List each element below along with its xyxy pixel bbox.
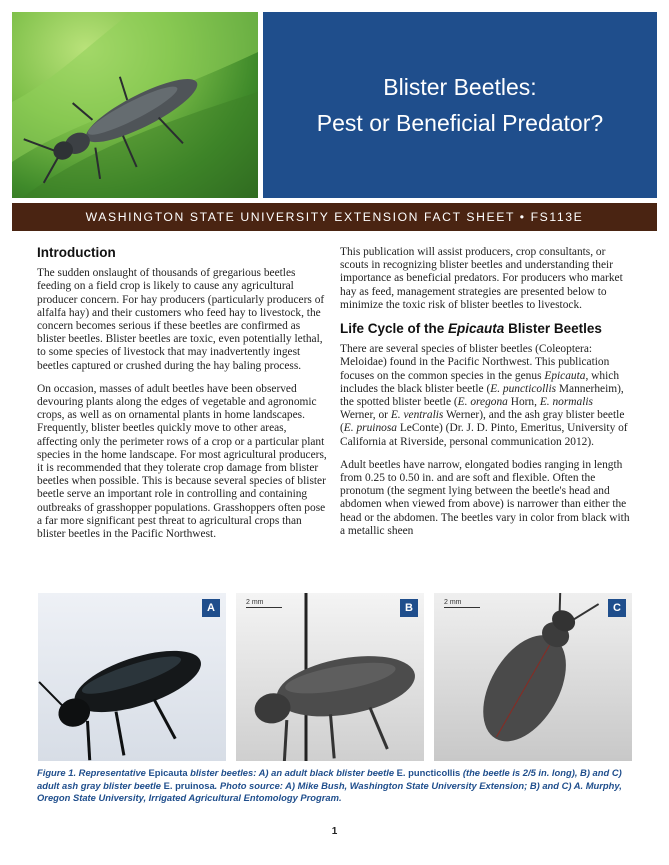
intro-paragraph-1: The sudden onslaught of thousands of gregarious beetles feeding on a field crop is likely to cause any agricultural producer concern. For hay producers (particularly producers of alfalfa hay) and their customers who feed hay to livestock, the concern becomes serious if these beetles are confirmed as blister beetles. Blister beetles are toxic, even potentially lethal, to some species of livestock that may inadvertently ingest beetles captured or crushed during the hay baling process. bbox=[37, 267, 325, 372]
figure-b-label: B bbox=[400, 599, 418, 617]
species-ventralis: E. ventralis bbox=[390, 409, 444, 422]
figure-b-scale-bar bbox=[246, 599, 282, 608]
figure-1 bbox=[38, 593, 632, 761]
adult-description-paragraph: Adult beetles have narrow, elongated bodies ranging in length from 0.25 to 0.50 in. and are soft and flexible. Often the pronotum (the segment lying between the beetle's head and abdomen when viewed from above) is narrower than either the head or the abdomen. The beetles vary in color from black with a metallic sheen bbox=[340, 458, 630, 537]
black-beetle-illustration bbox=[38, 593, 226, 761]
left-column bbox=[37, 246, 327, 551]
title-line-2: Pest or Beneficial Predator? bbox=[316, 110, 604, 136]
species-paragraph bbox=[340, 343, 630, 449]
hero bbox=[12, 12, 657, 198]
purpose-paragraph: This publication will assist producers, crop consultants, or scouts in recognizing blister beetles and understanding their importance as beneficial predators. For producers who market hay as feed, management strategies are presented below to minimize the toxic risk of blister beetles to livestock. bbox=[340, 246, 623, 311]
figure-a-photo bbox=[38, 593, 226, 761]
species-text-3: Mannerheim), the spotted blister beetle ( bbox=[340, 382, 624, 409]
species-text-2: , which includes the black blister beetle ( bbox=[340, 369, 620, 395]
beetle-illustration bbox=[12, 12, 258, 198]
fact-sheet-banner: WASHINGTON STATE UNIVERSITY EXTENSION FACT SHEET • FS113E bbox=[12, 203, 657, 231]
figure-c-photo bbox=[434, 593, 632, 761]
species-text-5: Werner, or bbox=[340, 409, 391, 422]
title-box bbox=[263, 12, 657, 198]
life-cycle-heading bbox=[340, 322, 630, 335]
species-genus: Epicauta bbox=[544, 369, 586, 382]
life-cycle-heading-genus: Epicauta bbox=[448, 321, 505, 337]
introduction-heading: Introduction bbox=[37, 245, 116, 260]
caption-genus: Epicauta bbox=[148, 767, 188, 778]
species-text-7: LeConte) (Dr. J. D. Pinto, Emeritus, University of California at Riverside, personal communication 2012). bbox=[340, 422, 628, 448]
figure-c-scale-bar bbox=[444, 599, 480, 608]
species-oregona: E. oregona bbox=[457, 396, 508, 409]
species-pruinosa: E. pruinosa bbox=[343, 422, 397, 435]
figure-b-photo bbox=[236, 593, 424, 761]
life-cycle-heading-post: Blister Beetles bbox=[504, 321, 602, 337]
gray-beetle-side-illustration bbox=[236, 593, 424, 761]
caption-text-4: . Photo source: A) Mike Bush, Washington State University Extension; B) and C) A. Murphy, Oregon State University, Irrigated Agricultural Entomology Program. bbox=[37, 779, 622, 803]
page-number: 1 bbox=[331, 826, 338, 837]
life-cycle-heading-pre: Life Cycle of the bbox=[340, 321, 449, 337]
right-column bbox=[340, 246, 630, 548]
species-text-4: Horn, bbox=[507, 396, 540, 409]
caption-pruinosa: E. pruinosa bbox=[163, 779, 215, 791]
gray-beetle-top-illustration bbox=[434, 593, 632, 761]
intro-paragraph-2: On occasion, masses of adult beetles have been observed devouring plants along the edges of vegetable and agronomic crops, as well as on ornamental plants in home landscapes. Frequently, blister beetles quickly move to other areas, affecting only the perimeter rows of a crop or a particular plant species in the home landscape. For most agricultural producers, it is recommended that they tolerate crop damage from blister beetles when possible. This is because several species of blister beetle serve an important role in controlling and containing outbreaks of grasshopper populations. Grasshoppers often pose a far more significant pest threat to agricultural crops than blister beetles in the Pacific Northwest. bbox=[37, 382, 327, 541]
caption-text-1: Figure 1. Representative bbox=[37, 767, 149, 778]
caption-text-3: (the beetle is 2/5 in. long), B) and C) adult ash gray blister beetle bbox=[37, 767, 622, 791]
species-normalis: E. normalis bbox=[539, 396, 593, 409]
figure-b-scale-text: 2 mm bbox=[246, 599, 264, 606]
figure-a-label: A bbox=[202, 599, 220, 617]
species-text-6: Werner), and the ash gray blister beetle ( bbox=[340, 409, 625, 435]
beetle-on-leaf-photo bbox=[12, 12, 258, 198]
title-line-1: Blister Beetles: bbox=[383, 74, 537, 100]
figure-c-label: C bbox=[608, 599, 626, 617]
species-text-1: There are several species of blister beetles (Coleoptera: Meloidae) found in the Pacific Northwest. This publication focuses on the common species in the genus bbox=[340, 343, 610, 382]
figure-c-scale-text: 2 mm bbox=[444, 599, 462, 606]
caption-puncticollis: E. puncticollis bbox=[396, 767, 461, 778]
species-puncticollis: E. puncticollis bbox=[490, 382, 557, 395]
caption-text-2: blister beetles: A) an adult black blister beetle bbox=[187, 767, 397, 778]
figure-caption bbox=[37, 767, 633, 805]
